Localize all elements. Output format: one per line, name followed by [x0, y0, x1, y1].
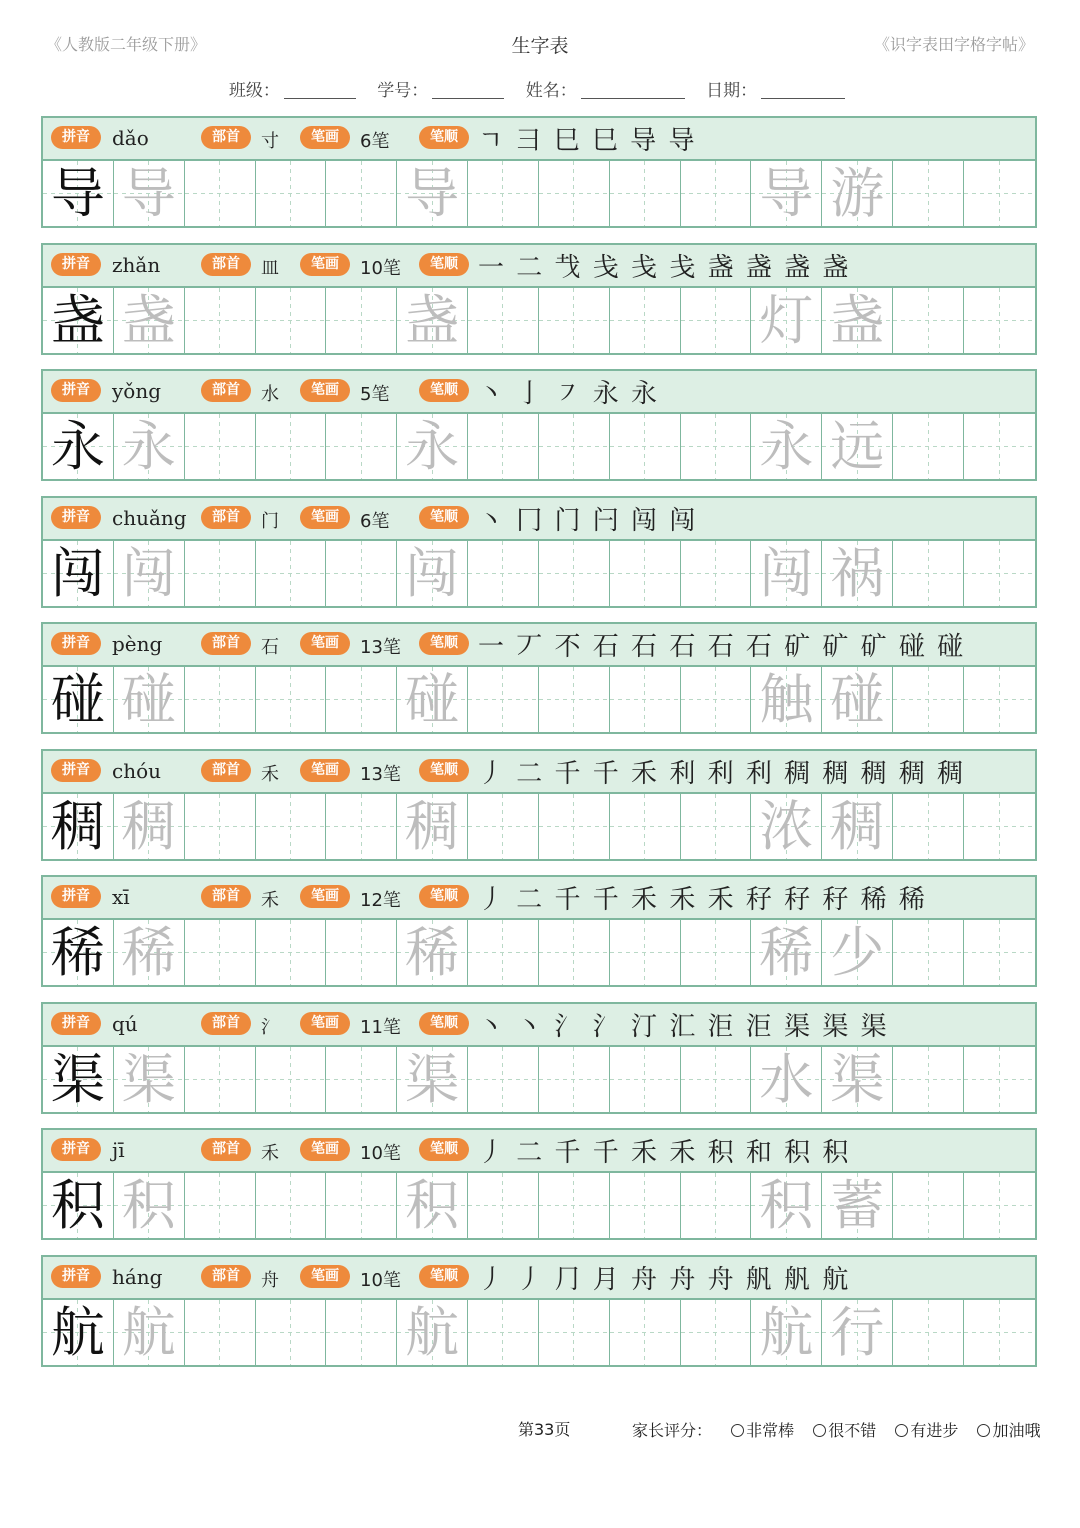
practice-cell[interactable] [326, 667, 397, 732]
header-left-text: 《人教版二年级下册》 [46, 35, 207, 54]
trace-character[interactable]: 积 [114, 1173, 185, 1238]
word-trace-character[interactable]: 祸 [822, 541, 893, 606]
trace-character[interactable]: 稠 [114, 794, 185, 859]
radical-badge: 部首 [201, 759, 251, 782]
date-label: 日期： [706, 81, 758, 101]
practice-cell[interactable] [185, 794, 256, 859]
info-row [43, 498, 1035, 541]
practice-cell[interactable] [610, 920, 681, 985]
page-number: 第33页 [518, 1420, 571, 1439]
practice-cell[interactable] [964, 1300, 1035, 1365]
practice-cell[interactable] [539, 920, 610, 985]
id-label: 学号： [377, 81, 429, 101]
stroke-count-text: 10笔 [360, 1270, 401, 1291]
practice-cell[interactable] [256, 414, 327, 479]
word-trace-character[interactable]: 闯 [751, 541, 822, 606]
tianzige-grid [43, 414, 1035, 479]
circle-icon [977, 1424, 990, 1437]
practice-cell[interactable] [468, 161, 539, 226]
info-row [43, 751, 1035, 794]
stroke-order-badge: 笔顺 [419, 632, 469, 655]
radical-badge: 部首 [201, 1012, 251, 1035]
word-trace-character[interactable]: 少 [822, 920, 893, 985]
practice-cell[interactable] [326, 541, 397, 606]
info-row [43, 1257, 1035, 1300]
practice-cell[interactable] [468, 288, 539, 353]
practice-cell[interactable] [256, 1300, 327, 1365]
trace-character[interactable]: 稠 [397, 794, 468, 859]
tianzige-grid [43, 541, 1035, 606]
pinyin-text: jī [112, 1138, 125, 1162]
practice-cell[interactable] [964, 667, 1035, 732]
stroke-count-badge: 笔画 [300, 126, 350, 149]
practice-cell[interactable] [893, 414, 964, 479]
word-trace-character[interactable]: 行 [822, 1300, 893, 1365]
character-block [41, 749, 1037, 861]
info-row [43, 624, 1035, 667]
radical-text: 禾 [261, 1143, 279, 1164]
stroke-count-text: 6笔 [360, 131, 390, 152]
practice-cell[interactable] [326, 161, 397, 226]
practice-cell[interactable] [610, 1300, 681, 1365]
stroke-order-text: 一 丆 不 石 石 石 石 石 矿 矿 矿 碰 碰 [478, 632, 966, 662]
radical-text: 禾 [261, 890, 279, 911]
practice-cell[interactable] [326, 414, 397, 479]
practice-cell[interactable] [539, 288, 610, 353]
student-info-line [0, 76, 1080, 101]
pinyin-badge: 拼音 [51, 506, 101, 529]
practice-cell[interactable] [256, 667, 327, 732]
trace-character[interactable]: 闯 [114, 541, 185, 606]
stroke-count-badge: 笔画 [300, 885, 350, 908]
stroke-order-badge: 笔顺 [419, 885, 469, 908]
practice-cell[interactable] [610, 667, 681, 732]
trace-character[interactable]: 渠 [397, 1047, 468, 1112]
info-row [43, 245, 1035, 288]
stroke-order-text: 丶 亅 ㇇ 永 永 [478, 379, 660, 409]
word-trace-character[interactable]: 稀 [751, 920, 822, 985]
character-block [41, 1002, 1037, 1114]
practice-cell[interactable] [681, 1300, 752, 1365]
trace-character[interactable]: 稀 [397, 920, 468, 985]
model-character: 航 [43, 1300, 114, 1365]
tianzige-grid [43, 288, 1035, 353]
character-block [41, 369, 1037, 481]
practice-cell[interactable] [893, 161, 964, 226]
radical-text: 水 [261, 384, 279, 405]
practice-cell[interactable] [964, 920, 1035, 985]
trace-character[interactable]: 永 [397, 414, 468, 479]
practice-cell[interactable] [893, 794, 964, 859]
word-trace-character[interactable]: 游 [822, 161, 893, 226]
stroke-count-text: 6笔 [360, 511, 390, 532]
word-trace-character[interactable]: 远 [822, 414, 893, 479]
practice-cell[interactable] [539, 1047, 610, 1112]
stroke-count-text: 13笔 [360, 637, 401, 658]
model-character: 永 [43, 414, 114, 479]
practice-cell[interactable] [468, 541, 539, 606]
tianzige-grid [43, 1173, 1035, 1238]
stroke-count-badge: 笔画 [300, 379, 350, 402]
practice-cell[interactable] [326, 1300, 397, 1365]
practice-cell[interactable] [256, 288, 327, 353]
radical-text: 皿 [261, 258, 279, 279]
eval-label: 家长评分： [632, 1421, 713, 1440]
practice-cell[interactable] [326, 794, 397, 859]
radical-text: 舟 [261, 1270, 279, 1291]
word-trace-character[interactable]: 导 [751, 161, 822, 226]
stroke-order-badge: 笔顺 [419, 1138, 469, 1161]
circle-icon [813, 1424, 826, 1437]
stroke-order-text: 丿 二 千 千 禾 禾 积 和 积 积 [478, 1138, 851, 1168]
practice-cell[interactable] [185, 1300, 256, 1365]
practice-cell[interactable] [610, 1173, 681, 1238]
stroke-order-text: 丶 丶 氵 氵 汀 汇 洰 洰 渠 渠 渠 [478, 1012, 889, 1042]
stroke-order-text: 一 二 𢦏 戋 戋 戋 盏 盏 盏 盏 [478, 253, 851, 283]
trace-character[interactable]: 碰 [114, 667, 185, 732]
practice-cell[interactable] [893, 541, 964, 606]
word-trace-character[interactable]: 水 [751, 1047, 822, 1112]
stroke-count-badge: 笔画 [300, 253, 350, 276]
trace-character[interactable]: 航 [114, 1300, 185, 1365]
practice-cell[interactable] [539, 667, 610, 732]
tianzige-grid [43, 667, 1035, 732]
practice-cell[interactable] [893, 1047, 964, 1112]
practice-cell[interactable] [468, 414, 539, 479]
parent-evaluation [632, 1418, 1040, 1441]
practice-cell[interactable] [468, 1047, 539, 1112]
pinyin-badge: 拼音 [51, 759, 101, 782]
info-row [43, 1004, 1035, 1047]
word-trace-character[interactable]: 盏 [822, 288, 893, 353]
stroke-count-badge: 笔画 [300, 506, 350, 529]
stroke-count-badge: 笔画 [300, 759, 350, 782]
model-character: 稠 [43, 794, 114, 859]
trace-character[interactable]: 盏 [397, 288, 468, 353]
practice-cell[interactable] [681, 541, 752, 606]
word-trace-character[interactable]: 碰 [822, 667, 893, 732]
stroke-order-badge: 笔顺 [419, 126, 469, 149]
practice-cell[interactable] [610, 541, 681, 606]
stroke-order-text: 丿 二 千 千 禾 禾 禾 秄 秄 秄 稀 稀 [478, 885, 927, 915]
character-block [41, 1128, 1037, 1240]
practice-cell[interactable] [468, 1300, 539, 1365]
stroke-count-text: 12笔 [360, 890, 401, 911]
word-trace-character[interactable]: 航 [751, 1300, 822, 1365]
trace-character[interactable]: 碰 [397, 667, 468, 732]
stroke-count-text: 13笔 [360, 764, 401, 785]
tianzige-grid [43, 161, 1035, 226]
pinyin-badge: 拼音 [51, 885, 101, 908]
circle-icon [731, 1424, 744, 1437]
pinyin-text: pèng [112, 632, 163, 656]
character-block [41, 1255, 1037, 1367]
trace-character[interactable]: 导 [114, 161, 185, 226]
trace-character[interactable]: 航 [397, 1300, 468, 1365]
info-row [43, 118, 1035, 161]
stroke-order-text: 丿 丿 ⺆ 月 舟 舟 舟 舤 舤 航 [478, 1265, 851, 1295]
radical-badge: 部首 [201, 126, 251, 149]
practice-cell[interactable] [326, 1173, 397, 1238]
stroke-count-badge: 笔画 [300, 1265, 350, 1288]
practice-cell[interactable] [964, 1173, 1035, 1238]
practice-cell[interactable] [610, 414, 681, 479]
trace-character[interactable]: 稀 [114, 920, 185, 985]
pinyin-text: xī [112, 885, 130, 909]
info-row [43, 877, 1035, 920]
practice-cell[interactable] [610, 161, 681, 226]
eval-option[interactable]: 有进步 [895, 1421, 958, 1440]
stroke-order-text: 丶 冂 门 闩 闯 闯 [478, 506, 698, 536]
practice-cell[interactable] [681, 794, 752, 859]
practice-cell[interactable] [893, 920, 964, 985]
practice-cell[interactable] [893, 1173, 964, 1238]
practice-cell[interactable] [539, 161, 610, 226]
word-trace-character[interactable]: 浓 [751, 794, 822, 859]
model-character: 闯 [43, 541, 114, 606]
practice-cell[interactable] [610, 794, 681, 859]
radical-badge: 部首 [201, 379, 251, 402]
character-block [41, 875, 1037, 987]
radical-badge: 部首 [201, 885, 251, 908]
practice-cell[interactable] [539, 541, 610, 606]
practice-cell[interactable] [256, 161, 327, 226]
trace-character[interactable]: 积 [397, 1173, 468, 1238]
word-trace-character[interactable]: 永 [751, 414, 822, 479]
word-trace-character[interactable]: 稠 [822, 794, 893, 859]
eval-option[interactable]: 很不错 [813, 1421, 876, 1440]
practice-cell[interactable] [539, 414, 610, 479]
practice-cell[interactable] [185, 920, 256, 985]
model-character: 积 [43, 1173, 114, 1238]
model-character: 碰 [43, 667, 114, 732]
practice-cell[interactable] [185, 541, 256, 606]
trace-character[interactable]: 导 [397, 161, 468, 226]
practice-cell[interactable] [468, 1173, 539, 1238]
stroke-order-badge: 笔顺 [419, 253, 469, 276]
practice-cell[interactable] [256, 541, 327, 606]
trace-character[interactable]: 渠 [114, 1047, 185, 1112]
radical-text: 寸 [261, 131, 279, 152]
trace-character[interactable]: 盏 [114, 288, 185, 353]
tianzige-grid [43, 1300, 1035, 1365]
info-row [43, 371, 1035, 414]
stroke-count-badge: 笔画 [300, 1138, 350, 1161]
name-label: 姓名： [525, 81, 577, 101]
pinyin-badge: 拼音 [51, 1265, 101, 1288]
id-blank[interactable] [432, 82, 504, 99]
pinyin-badge: 拼音 [51, 1138, 101, 1161]
practice-cell[interactable] [468, 667, 539, 732]
pinyin-badge: 拼音 [51, 253, 101, 276]
practice-cell[interactable] [185, 288, 256, 353]
model-character: 导 [43, 161, 114, 226]
radical-text: 禾 [261, 764, 279, 785]
page-title: 生字表 [511, 35, 569, 57]
word-trace-character[interactable]: 渠 [822, 1047, 893, 1112]
stroke-order-badge: 笔顺 [419, 1012, 469, 1035]
model-character: 稀 [43, 920, 114, 985]
pinyin-badge: 拼音 [51, 1012, 101, 1035]
practice-cell[interactable] [610, 288, 681, 353]
class-blank[interactable] [284, 82, 356, 99]
pinyin-badge: 拼音 [51, 632, 101, 655]
stroke-order-badge: 笔顺 [419, 1265, 469, 1288]
radical-badge: 部首 [201, 253, 251, 276]
practice-cell[interactable] [964, 794, 1035, 859]
practice-cell[interactable] [539, 1300, 610, 1365]
practice-cell[interactable] [326, 1047, 397, 1112]
pinyin-text: dǎo [112, 126, 149, 150]
radical-text: 石 [261, 637, 279, 658]
pinyin-text: yǒng [112, 379, 162, 403]
trace-character[interactable]: 永 [114, 414, 185, 479]
word-trace-character[interactable]: 蓄 [822, 1173, 893, 1238]
practice-cell[interactable] [185, 1047, 256, 1112]
stroke-order-badge: 笔顺 [419, 379, 469, 402]
practice-cell[interactable] [681, 161, 752, 226]
character-block [41, 622, 1037, 734]
practice-cell[interactable] [185, 161, 256, 226]
stroke-order-badge: 笔顺 [419, 759, 469, 782]
name-blank[interactable] [581, 82, 685, 99]
practice-cell[interactable] [185, 667, 256, 732]
radical-badge: 部首 [201, 506, 251, 529]
practice-cell[interactable] [893, 288, 964, 353]
class-label: 班级： [228, 81, 280, 101]
practice-cell[interactable] [681, 920, 752, 985]
pinyin-text: qú [112, 1012, 138, 1036]
pinyin-text: chuǎng [112, 506, 187, 530]
practice-cell[interactable] [681, 667, 752, 732]
header-right-text: 《识字表田字格字帖》 [873, 35, 1034, 54]
practice-cell[interactable] [964, 1047, 1035, 1112]
practice-cell[interactable] [326, 288, 397, 353]
character-block [41, 116, 1037, 228]
practice-cell[interactable] [185, 1173, 256, 1238]
practice-cell[interactable] [964, 288, 1035, 353]
practice-cell[interactable] [256, 1047, 327, 1112]
trace-character[interactable]: 闯 [397, 541, 468, 606]
practice-cell[interactable] [468, 794, 539, 859]
practice-cell[interactable] [256, 1173, 327, 1238]
model-character: 渠 [43, 1047, 114, 1112]
stroke-order-badge: 笔顺 [419, 506, 469, 529]
practice-cell[interactable] [610, 1047, 681, 1112]
practice-cell[interactable] [964, 414, 1035, 479]
radical-badge: 部首 [201, 632, 251, 655]
radical-text: 门 [261, 511, 279, 532]
radical-badge: 部首 [201, 1138, 251, 1161]
practice-cell[interactable] [256, 920, 327, 985]
eval-option[interactable]: 加油哦 [977, 1421, 1040, 1440]
pinyin-text: zhǎn [112, 253, 161, 277]
practice-cell[interactable] [539, 794, 610, 859]
practice-cell[interactable] [185, 414, 256, 479]
word-trace-character[interactable]: 触 [751, 667, 822, 732]
eval-option[interactable]: 非常棒 [731, 1421, 794, 1440]
practice-cell[interactable] [893, 1300, 964, 1365]
circle-icon [895, 1424, 908, 1437]
stroke-count-text: 11笔 [360, 1017, 401, 1038]
tianzige-grid [43, 1047, 1035, 1112]
date-blank[interactable] [761, 82, 845, 99]
stroke-order-text: 丿 二 千 千 禾 利 利 利 稠 稠 稠 稠 稠 [478, 759, 966, 789]
stroke-count-badge: 笔画 [300, 1012, 350, 1035]
practice-cell[interactable] [681, 414, 752, 479]
character-block [41, 243, 1037, 355]
word-trace-character[interactable]: 积 [751, 1173, 822, 1238]
pinyin-badge: 拼音 [51, 126, 101, 149]
radical-badge: 部首 [201, 1265, 251, 1288]
stroke-count-text: 10笔 [360, 258, 401, 279]
stroke-order-text: ㄱ ⺕ 巳 巳 导 导 [478, 126, 697, 156]
tianzige-grid [43, 794, 1035, 859]
pinyin-text: chóu [112, 759, 162, 783]
stroke-count-badge: 笔画 [300, 632, 350, 655]
practice-cell[interactable] [681, 288, 752, 353]
practice-cell[interactable] [893, 667, 964, 732]
info-row [43, 1130, 1035, 1173]
stroke-count-text: 5笔 [360, 384, 390, 405]
radical-text: 氵 [261, 1017, 279, 1038]
practice-cell[interactable] [681, 1173, 752, 1238]
tianzige-grid [43, 920, 1035, 985]
word-trace-character[interactable]: 灯 [751, 288, 822, 353]
pinyin-badge: 拼音 [51, 379, 101, 402]
stroke-count-text: 10笔 [360, 1143, 401, 1164]
practice-cell[interactable] [681, 1047, 752, 1112]
practice-cell[interactable] [539, 1173, 610, 1238]
practice-cell[interactable] [964, 161, 1035, 226]
practice-cell[interactable] [326, 920, 397, 985]
character-block [41, 496, 1037, 608]
practice-cell[interactable] [964, 541, 1035, 606]
practice-cell[interactable] [256, 794, 327, 859]
pinyin-text: háng [112, 1265, 163, 1289]
practice-cell[interactable] [468, 920, 539, 985]
model-character: 盏 [43, 288, 114, 353]
